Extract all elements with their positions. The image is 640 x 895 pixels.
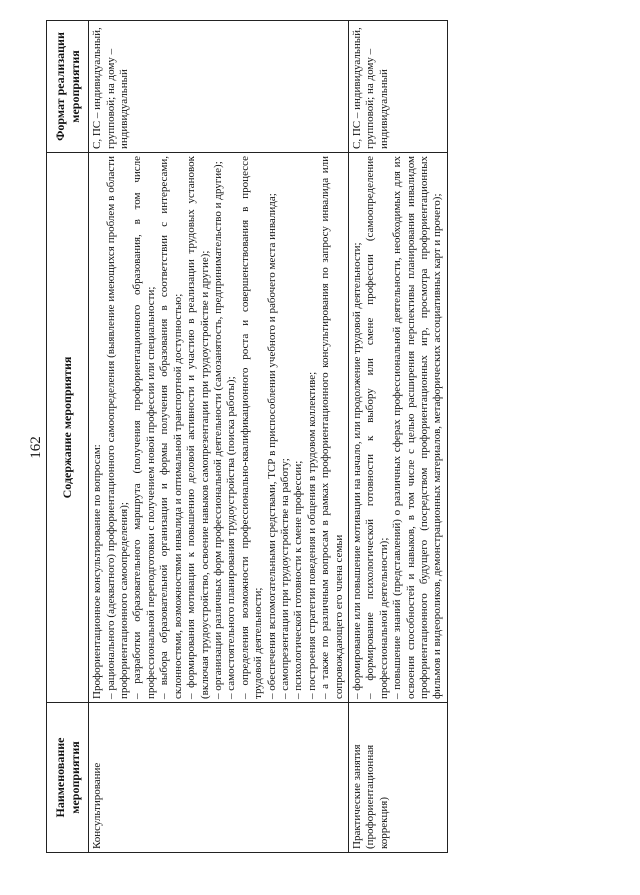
header-content: Содержание мероприятия	[47, 153, 89, 703]
content-item: – самостоятельного планирования трудоустройства (поиска работы);	[225, 156, 238, 699]
content-item: – формирования мотивации к повышению деловой активности и участию в реализации трудовых установок (включая трудоустройство, освоение навыков самопрезентации при трудоустройстве и другие);	[185, 156, 212, 699]
header-format: Формат реализации мероприятия	[47, 21, 89, 153]
events-table	[46, 20, 448, 853]
content-item: – выбора образовательной организации и формы получения образования в соответствии с интересами, склонностями, возможностями инвалида и оптимальной транспортной доступностью;	[158, 156, 185, 699]
content-item: – а также по различным вопросам в рамках профориентационного консультирования по запросу инвалида или сопровождающего его члена семьи	[319, 156, 346, 699]
content-item: – формирование или повышение мотивации на начало, или продолжение трудовой деятельности;	[351, 156, 364, 699]
content-item: – формирование психологической готовности к выбору или смене профессии (самоопределение профессиональной деятельности);	[364, 156, 391, 699]
row-name: Консультирование	[89, 703, 349, 853]
row-name: Практические занятия (профориентационная коррекция)	[348, 703, 447, 853]
content-item: – построения стратегии поведения и общения в трудовом коллективе;	[306, 156, 319, 699]
content-item: – организации различных форм профессиональной деятельности (самозанятость, предпринимательство и другие);	[212, 156, 225, 699]
content-item: – определения возможности профессионально-квалификационного роста и совершенствования в процессе трудовой деятельности;	[239, 156, 266, 699]
row-content	[89, 153, 349, 703]
content-item: – психологической готовности к смене профессии;	[292, 156, 305, 699]
content-item: – разработки образовательного маршрута (получения профориентационного образования, в том числе профессиональной переподготовки с получением новой профессии или специальности;	[131, 156, 158, 699]
table-row	[348, 21, 447, 853]
content-item: – рационального (адекватного) профориентационного самоопределения (выявление имеющихся проблем в области профориентационного самоопределения);	[105, 156, 132, 699]
header-name: Наименование мероприятия	[47, 703, 89, 853]
content-intro: Профориентационное консультирование по вопросам:	[91, 444, 104, 699]
row-format: С, ПС – индивидуальный, групповой; на дому – индивидуальный	[89, 21, 349, 153]
content-item: – повышение знаний (представлений) о различных сферах профессиональной деятельности, необходимых для их освоения способностей и навыков, в том числе с целью расширения перспективы планирования инвалидом профориентационного будущего (посредством профориентационных игр, просмотра профориентационных фильмов и видеороликов, демонстрационных материалов, метафорических ассоциативных карт и прочего);	[391, 156, 445, 699]
row-format: С, ПС – индивидуальный, групповой; на дому – индивидуальный	[348, 21, 447, 153]
table-header-row	[47, 21, 89, 853]
row-content	[348, 153, 447, 703]
page-number: 162	[28, 436, 44, 459]
content-item: – обеспечения вспомогательными средствами, ТСР в приспособлении учебного и рабочего места инвалида;	[266, 156, 279, 699]
content-item: – самопрезентации при трудоустройстве на работу;	[279, 156, 292, 699]
table-row	[89, 21, 349, 853]
